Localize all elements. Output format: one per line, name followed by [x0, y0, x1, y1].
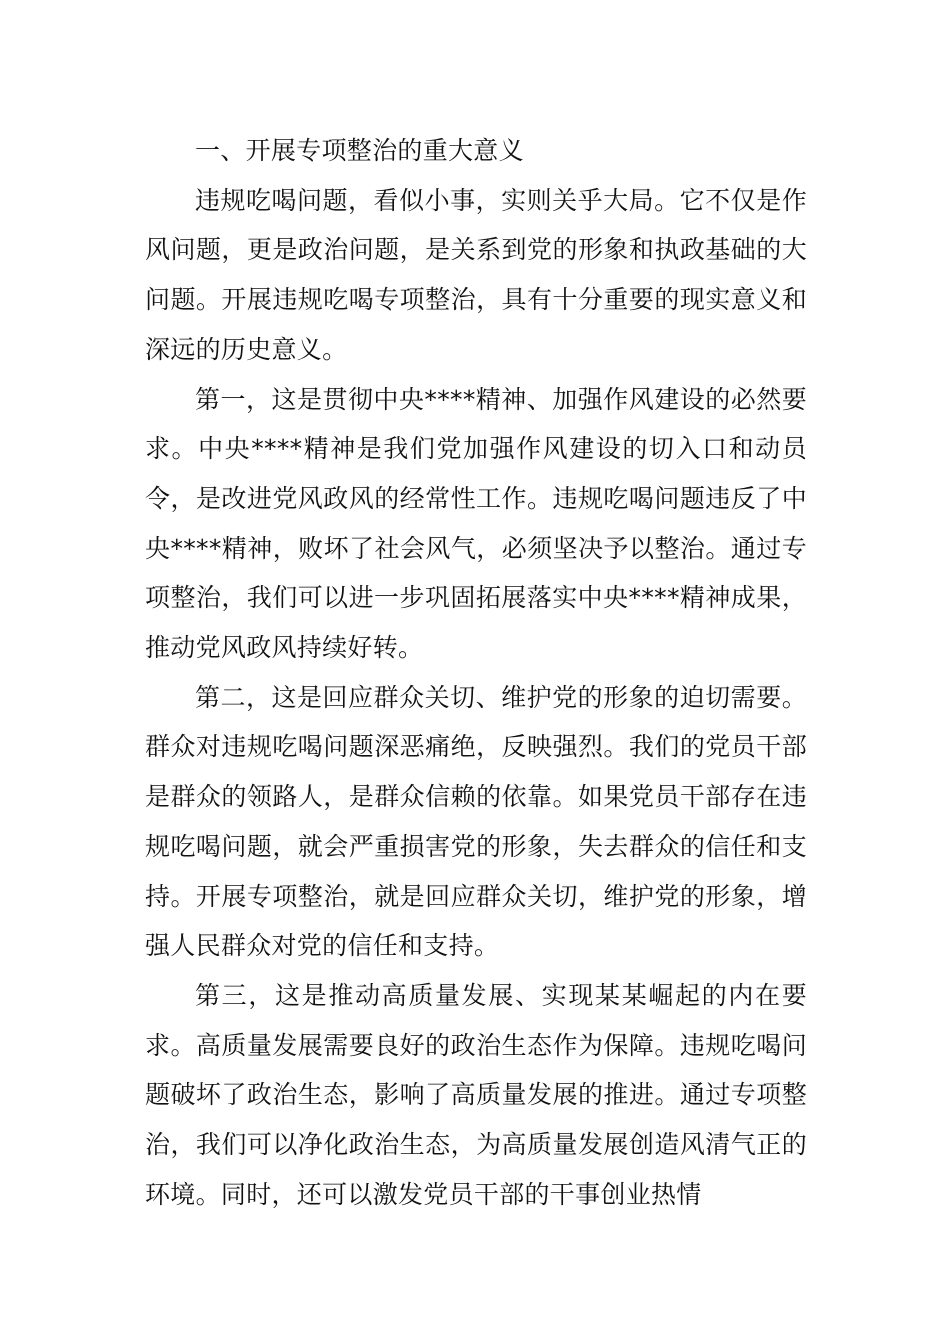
paragraph-second-point: 第二，这是回应群众关切、维护党的形象的迫切需要。群众对违规吃喝问题深恶痛绝，反映强烈。我们的党员干部是群众的领路人，是群众信赖的依靠。如果党员干部存在违规吃喝问题，就会严重损害党的形象，失去群众的信任和支持。开展专项整治，就是回应群众关切，维护党的形象，增强人民群众对党的信任和支持。: [145, 682, 807, 961]
paragraph-intro: 违规吃喝问题，看似小事，实则关乎大局。它不仅是作风问题，更是政治问题，是关系到党的形象和执政基础的大问题。开展违规吃喝专项整治，具有十分重要的现实意义和深远的历史意义。: [145, 185, 807, 364]
paragraph-third-point: 第三，这是推动高质量发展、实现某某崛起的内在要求。高质量发展需要良好的政治生态作为保障。违规吃喝问题破坏了政治生态，影响了高质量发展的推进。通过专项整治，我们可以净化政治生态，为高质量发展创造风清气正的环境。同时，还可以激发党员干部的干事创业热情: [145, 980, 807, 1209]
paragraph-first-point: 第一，这是贯彻中央****精神、加强作风建设的必然要求。中央****精神是我们党加强作风建设的切入口和动员令，是改进党风政风的经常性工作。违规吃喝问题违反了中央****精神，败坏了社会风气，必须坚决予以整治。通过专项整治，我们可以进一步巩固拓展落实中央****精神成果，推动党风政风持续好转。: [145, 384, 807, 663]
section-heading: 一、开展专项整治的重大意义: [195, 136, 524, 165]
document-body: [145, 126, 807, 1219]
